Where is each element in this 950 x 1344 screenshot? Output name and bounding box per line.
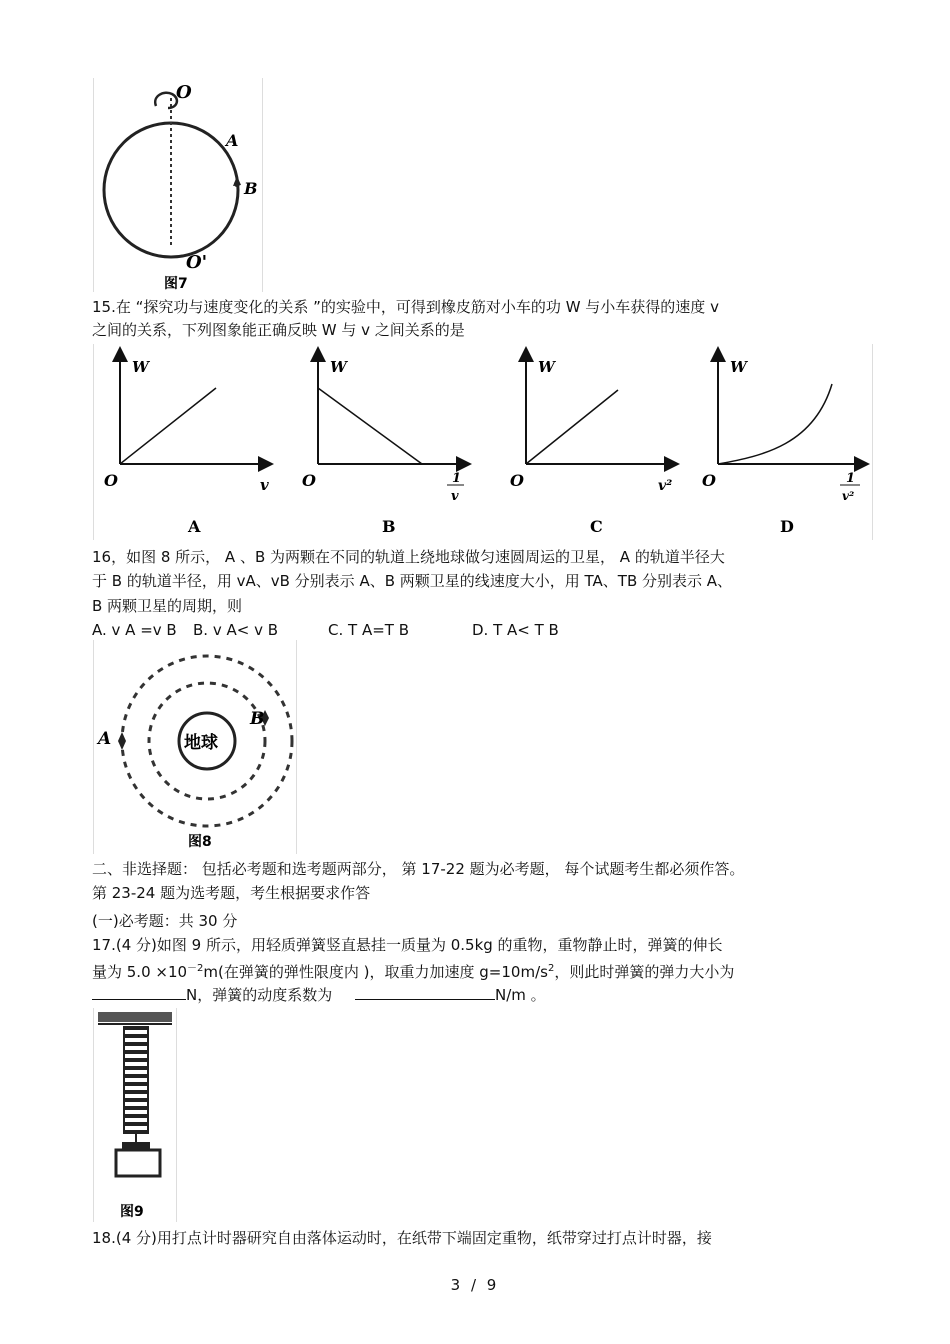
- label-a: A: [226, 131, 239, 150]
- q17-line-2-b: m(在弹簧的弹性限度内 )，取重力加速度 g=10m/s: [203, 963, 548, 981]
- q17-line-3-b: N/m 。: [495, 986, 546, 1004]
- q17-blank-force[interactable]: [92, 985, 186, 1000]
- earth-label: 地球: [184, 733, 218, 753]
- graph-a: [96, 344, 286, 540]
- graph-a-letter: A: [188, 517, 201, 536]
- graph-b: [294, 344, 484, 540]
- section2-line-1: 二、非选择题： 包括必考题和选考题两部分， 第 17-22 题为必考题， 每个试题考生都必须作答。: [92, 860, 745, 878]
- q18-line-1: 18.(4 分)用打点计时器研究自由落体运动时，在纸带下端固定重物，纸带穿过打点计时器，接: [92, 1229, 712, 1247]
- q16-line-3: B 两颗卫星的周期，则: [92, 597, 243, 615]
- page-number: 3 / 9: [450, 1276, 500, 1294]
- q17-exponent: －2: [187, 963, 204, 974]
- q16-option-b: B. v A< v B: [193, 621, 279, 639]
- graph-c-origin: O: [510, 471, 524, 490]
- figure-7: [93, 78, 263, 292]
- q17-line-3: [92, 985, 546, 1005]
- figure-8-caption: 图8: [188, 834, 212, 850]
- graph-b-ylabel: W: [330, 358, 347, 376]
- figure-9-caption: 图9: [120, 1204, 144, 1220]
- q17-line-2: [92, 959, 734, 982]
- q17-line-1: 17.(4 分)如图 9 所示，用轻质弹簧竖直悬挂一质量为 0.5kg 的重物，重物静止时，弹簧的伸长: [92, 936, 723, 954]
- figure-8: [93, 640, 297, 854]
- q17-blank-stiffness[interactable]: [355, 985, 495, 1000]
- q15-line-1: 15.在 “探究功与速度变化的关系 ”的实验中，可得到橡皮筋对小车的功 W 与小车获得的速度 v: [92, 298, 719, 316]
- graph-c-ylabel: W: [538, 358, 555, 376]
- q16-option-d: D. T A< T B: [472, 621, 559, 639]
- graph-a-xlabel: v: [260, 476, 269, 494]
- graph-c-letter: C: [590, 517, 603, 536]
- section2-line-3: (一)必考题：共 30 分: [92, 912, 238, 930]
- graph-d: [694, 344, 872, 540]
- q17-line-2-c: ，则此时弹簧的弹力大小为: [554, 963, 735, 981]
- q17-exponent-2: 2: [547, 963, 555, 974]
- label-o: O: [176, 82, 192, 103]
- section2-line-2: 第 23-24 题为选考题，考生根据要求作答: [92, 884, 371, 902]
- label-o-prime: O': [186, 252, 208, 273]
- satellite-a-label: A: [98, 729, 112, 749]
- graph-d-xlabel-num: 1: [846, 471, 856, 486]
- graph-c: [502, 344, 692, 540]
- graph-d-origin: O: [702, 471, 716, 490]
- graph-b-xlabel-den: v: [451, 489, 459, 504]
- graph-b-xlabel-num: 1: [452, 471, 462, 486]
- q15-line-2: 之间的关系，下列图象能正确反映 W 与 v 之间关系的是: [92, 321, 465, 339]
- graph-b-origin: O: [302, 471, 316, 490]
- q17-line-2-a: 量为 5.0 ×10: [92, 963, 188, 981]
- q16-option-c: C. T A=T B: [328, 621, 409, 639]
- graph-d-xlabel-den: v²: [842, 489, 855, 503]
- q17-line-3-a: N，弹簧的动度系数为: [186, 986, 333, 1004]
- label-b: B: [244, 179, 258, 198]
- satellite-b-label: B: [250, 709, 265, 729]
- q15-graphs: [93, 344, 873, 540]
- figure-7-caption: 图7: [164, 276, 188, 292]
- graph-a-ylabel: W: [132, 358, 149, 376]
- graph-c-xlabel: v²: [658, 478, 673, 494]
- figure-7-diagram: [94, 78, 262, 292]
- figure-9: [93, 1008, 177, 1222]
- q16-line-1: 16，如图 8 所示， A 、B 为两颗在不同的轨道上绕地球做匀速圆周运的卫星， A 的轨道半径大: [92, 548, 725, 566]
- q16-option-a: A. v A =v B: [92, 621, 177, 639]
- q16-line-2: 于 B 的轨道半径，用 vA、vB 分别表示 A、B 两颗卫星的线速度大小，用 TA、TB 分别表示 A、: [92, 572, 733, 590]
- graph-b-letter: B: [382, 517, 396, 536]
- graph-a-origin: O: [104, 471, 118, 490]
- graph-d-ylabel: W: [730, 358, 747, 376]
- graph-d-letter: D: [780, 517, 794, 536]
